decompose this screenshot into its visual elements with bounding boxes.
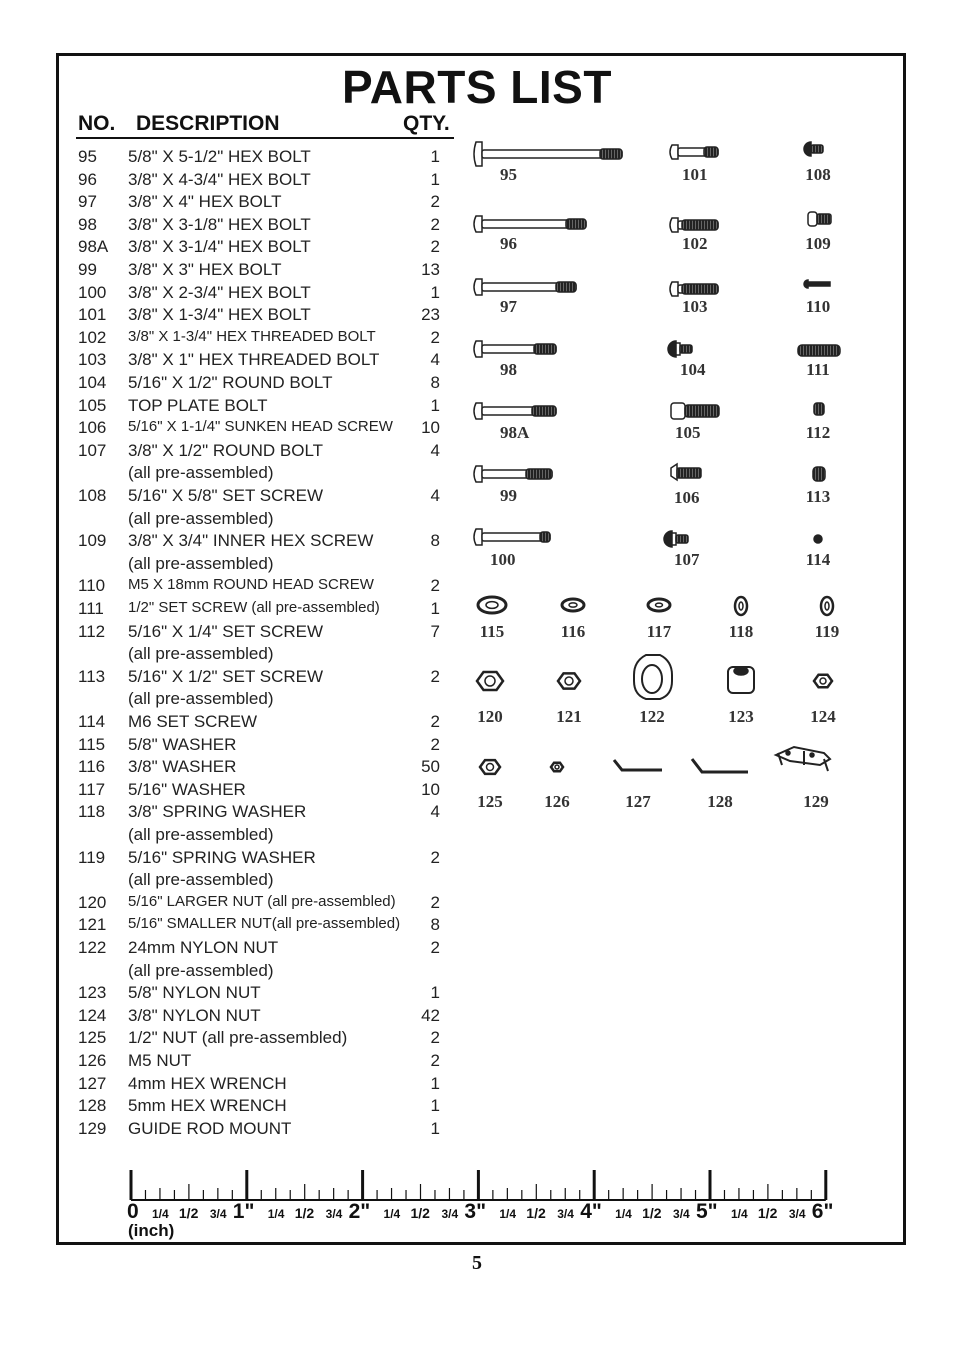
part-quantity: 1 xyxy=(430,282,440,302)
table-row xyxy=(78,825,440,847)
part-description: 3/8" X 1/2" ROUND BOLT xyxy=(128,440,324,460)
part-number: 124 xyxy=(78,1005,107,1025)
part-description: 3/8" SPRING WASHER xyxy=(128,802,307,822)
part-quantity: 8 xyxy=(430,915,440,935)
part-quantity: 1 xyxy=(430,983,440,1003)
part-quantity: 2 xyxy=(430,712,440,731)
table-row xyxy=(78,599,440,621)
header-qty: QTY. xyxy=(403,112,450,135)
table-row xyxy=(78,1028,440,1050)
part-description: (all pre-assembled) xyxy=(128,508,274,528)
table-row xyxy=(78,170,440,192)
part-label: 109 xyxy=(805,234,831,253)
table-row xyxy=(78,463,440,485)
part-number: 98 xyxy=(78,214,97,234)
part-label: 128 xyxy=(707,792,733,811)
table-row xyxy=(78,1119,440,1141)
set-screw-111 xyxy=(798,345,840,356)
part-number: 119 xyxy=(78,847,106,867)
ruler-label: 3/4 xyxy=(441,1207,459,1221)
part-number: 97 xyxy=(78,192,97,212)
part-number: 127 xyxy=(78,1073,107,1093)
part-quantity: 4 xyxy=(430,486,440,505)
part-description: 5/16" X 1/4" SET SCREW xyxy=(128,621,324,641)
hex-wrench-127 xyxy=(614,760,662,770)
part-label: 103 xyxy=(682,297,708,316)
part-quantity: 10 xyxy=(421,418,440,438)
hex-bolt-95 xyxy=(474,142,622,166)
table-row xyxy=(78,667,440,689)
table-row xyxy=(78,531,440,553)
ruler-label: 3/4 xyxy=(673,1207,690,1221)
part-description: (all pre-assembled) xyxy=(128,463,274,483)
part-description: (all pre-assembled) xyxy=(128,644,274,664)
part-number: 120 xyxy=(78,892,107,912)
part-label: 121 xyxy=(556,707,582,726)
set-screw-112 xyxy=(814,403,824,415)
part-description: GUIDE ROD MOUNT xyxy=(128,1118,292,1138)
part-description: 24mm NYLON NUT xyxy=(128,938,279,957)
part-label: 113 xyxy=(805,487,831,506)
part-label: 99 xyxy=(500,486,517,505)
round-head-screw-110 xyxy=(804,280,830,288)
part-description: 3/8" X 3" HEX BOLT xyxy=(128,260,282,279)
part-description: 1/2" SET SCREW (all pre-assembled) xyxy=(128,599,380,616)
table-row xyxy=(78,848,440,870)
ruler-label: 1/2 xyxy=(642,1205,662,1221)
part-description: 5/16" LARGER NUT (all pre-assembled) xyxy=(128,892,396,910)
table-row xyxy=(78,712,440,734)
part-description: 3/8" WASHER xyxy=(128,757,237,777)
table-row xyxy=(78,1006,440,1028)
part-description: (all pre-assembled) xyxy=(128,870,274,890)
part-label: 111 xyxy=(806,360,830,379)
part-label: 126 xyxy=(544,792,570,811)
part-number: 107 xyxy=(78,440,107,460)
part-label: 102 xyxy=(682,234,708,253)
part-description: 3/8" X 3-1/4" HEX BOLT xyxy=(128,237,311,257)
washer-116 xyxy=(562,599,584,611)
part-label: 108 xyxy=(805,165,831,184)
part-description: 3/8" X 1-3/4" HEX BOLT xyxy=(128,305,311,325)
part-description: 3/8" X 3/4" INNER HEX SCREW xyxy=(128,531,374,551)
part-description: 5/16" X 1-1/4" SUNKEN HEAD SCREW xyxy=(128,418,393,436)
part-description: 3/8" X 4-3/4" HEX BOLT xyxy=(128,169,311,189)
table-row xyxy=(78,237,440,259)
ruler-label: 1/4 xyxy=(499,1207,517,1221)
table-row xyxy=(78,1051,440,1073)
part-label: 110 xyxy=(805,297,831,316)
part-label: 117 xyxy=(646,622,672,641)
part-quantity: 1 xyxy=(430,395,440,415)
part-description: (all pre-assembled) xyxy=(128,689,274,709)
table-row xyxy=(78,961,440,983)
hex-bolt-97 xyxy=(474,279,576,295)
part-quantity: 1 xyxy=(430,1073,440,1093)
table-row xyxy=(78,350,440,372)
part-number: 102 xyxy=(78,327,107,347)
part-label: 116 xyxy=(560,622,586,641)
inch-ruler xyxy=(126,1160,846,1240)
part-number: 111 xyxy=(78,599,104,618)
part-quantity: 4 xyxy=(430,802,440,822)
part-label: 107 xyxy=(674,550,700,569)
part-label: 106 xyxy=(674,488,700,507)
part-number: 126 xyxy=(78,1051,107,1070)
part-label: 101 xyxy=(682,165,708,184)
part-quantity: 2 xyxy=(430,938,440,957)
table-row xyxy=(78,418,440,440)
ruler-label: 6" xyxy=(811,1200,834,1223)
part-number: 103 xyxy=(78,350,107,370)
part-description: TOP PLATE BOLT xyxy=(128,395,268,415)
table-row xyxy=(78,622,440,644)
ruler-label: 3" xyxy=(464,1200,487,1223)
ruler-label: 5" xyxy=(696,1200,718,1223)
ruler-label: 1/2 xyxy=(294,1205,315,1221)
part-description: 3/8" X 2-3/4" HEX BOLT xyxy=(128,282,311,302)
part-number: 113 xyxy=(78,666,106,686)
threaded-bolt-103 xyxy=(670,282,718,296)
part-description: 5/8" NYLON NUT xyxy=(128,983,261,1003)
table-row xyxy=(78,938,440,960)
part-number: 112 xyxy=(78,621,106,641)
part-description: 3/8" X 1" HEX THREADED BOLT xyxy=(128,350,380,370)
table-row xyxy=(78,1074,440,1096)
table-row xyxy=(78,147,440,169)
part-number: 99 xyxy=(78,260,97,279)
part-number: 95 xyxy=(78,147,97,166)
hex-bolt-98 xyxy=(474,341,556,357)
ruler-label: 1/2 xyxy=(526,1205,546,1221)
guide-rod-mount-129 xyxy=(776,747,830,771)
part-description: 5/16" X 5/8" SET SCREW xyxy=(128,486,324,505)
ruler-label: 3/4 xyxy=(557,1207,574,1221)
part-number: 114 xyxy=(78,712,106,731)
part-label: 95 xyxy=(500,165,517,184)
part-quantity: 1 xyxy=(430,147,440,166)
table-row xyxy=(78,893,440,915)
part-quantity: 4 xyxy=(430,440,440,460)
part-number: 98A xyxy=(78,237,109,257)
part-label: 115 xyxy=(479,622,505,641)
page-title: PARTS LIST xyxy=(342,61,612,113)
part-description: 5/8" WASHER xyxy=(128,734,237,754)
part-quantity: 2 xyxy=(430,576,440,596)
part-description: 5/16" X 1/2" ROUND BOLT xyxy=(128,373,333,392)
table-row xyxy=(78,441,440,463)
part-description: 5/16" SMALLER NUT(all pre-assembled) xyxy=(128,915,401,933)
part-description: 5/8" X 5-1/2" HEX BOLT xyxy=(128,147,311,166)
spring-washer-119 xyxy=(821,597,833,615)
ruler-label: 4" xyxy=(580,1200,602,1223)
part-quantity: 2 xyxy=(430,192,440,212)
ruler-label: (inch) xyxy=(128,1221,175,1240)
part-label: 119 xyxy=(814,622,840,641)
part-quantity: 2 xyxy=(430,327,440,347)
part-label: 100 xyxy=(490,550,516,569)
spring-washer-118 xyxy=(735,597,747,615)
part-quantity: 2 xyxy=(430,1051,440,1070)
part-quantity: 8 xyxy=(430,373,440,392)
part-quantity: 10 xyxy=(421,779,440,799)
part-description: (all pre-assembled) xyxy=(128,825,274,844)
nut-120 xyxy=(477,672,503,690)
part-number: 108 xyxy=(78,486,107,505)
part-quantity: 1 xyxy=(430,599,440,618)
part-description: 3/8" X 4" HEX BOLT xyxy=(128,192,282,212)
hex-wrench-128 xyxy=(692,759,748,772)
part-description: 3/8" X 3-1/8" HEX BOLT xyxy=(128,214,311,234)
table-row xyxy=(78,192,440,214)
set-screw-113 xyxy=(813,467,825,481)
nylon-nut-122 xyxy=(634,655,672,699)
ruler-label: 3/4 xyxy=(209,1207,227,1221)
hex-bolt-100 xyxy=(474,529,550,545)
part-number: 122 xyxy=(78,938,107,957)
part-label: 104 xyxy=(680,360,706,379)
table-row xyxy=(78,373,440,395)
hex-bolt-99 xyxy=(474,466,552,482)
table-row xyxy=(78,780,440,802)
table-row xyxy=(78,576,440,598)
part-number: 129 xyxy=(78,1118,107,1138)
part-label: 118 xyxy=(728,622,754,641)
part-quantity: 2 xyxy=(430,847,440,867)
ruler-label: 1/4 xyxy=(151,1207,169,1221)
ruler-label: 1" xyxy=(232,1200,255,1223)
top-plate-bolt-105 xyxy=(671,403,719,419)
table-row xyxy=(78,802,440,824)
part-number: 117 xyxy=(78,779,106,799)
part-description: 3/8" X 1-3/4" HEX THREADED BOLT xyxy=(128,327,376,345)
part-quantity: 2 xyxy=(430,734,440,754)
part-number: 115 xyxy=(78,734,106,754)
part-quantity: 13 xyxy=(421,260,440,279)
sunken-head-screw-106 xyxy=(671,464,701,480)
washer-117 xyxy=(648,599,670,611)
table-row xyxy=(78,305,440,327)
table-row xyxy=(78,396,440,418)
hex-bolt-96 xyxy=(474,216,586,232)
table-row xyxy=(78,1096,440,1118)
ruler-label: 1/2 xyxy=(178,1205,199,1221)
part-description: M5 NUT xyxy=(128,1051,192,1070)
part-label: 98A xyxy=(500,423,530,442)
part-quantity: 2 xyxy=(430,666,440,686)
set-screw-108 xyxy=(804,142,823,156)
part-number: 104 xyxy=(78,373,107,392)
part-description: (all pre-assembled) xyxy=(128,553,274,573)
part-label: 96 xyxy=(500,234,517,253)
table-row xyxy=(78,283,440,305)
table-row xyxy=(78,554,440,576)
part-number: 109 xyxy=(78,531,107,551)
part-number: 110 xyxy=(78,576,106,596)
table-row xyxy=(78,757,440,779)
table-row xyxy=(78,915,440,937)
header-no: NO. xyxy=(78,112,116,135)
part-quantity: 7 xyxy=(430,621,440,641)
part-quantity: 8 xyxy=(430,531,440,551)
part-label: 98 xyxy=(500,360,517,379)
part-label: 120 xyxy=(477,707,503,726)
part-quantity: 23 xyxy=(421,305,440,325)
part-description: 5/16" SPRING WASHER xyxy=(128,847,316,867)
part-quantity: 50 xyxy=(421,757,440,777)
round-bolt-107 xyxy=(664,531,688,547)
nylon-nut-123 xyxy=(728,667,754,693)
table-row xyxy=(78,509,440,531)
part-quantity: 42 xyxy=(421,1005,440,1025)
table-row xyxy=(78,735,440,757)
table-row xyxy=(78,260,440,282)
nut-126 xyxy=(551,763,563,771)
part-quantity: 2 xyxy=(430,237,440,257)
table-row xyxy=(78,328,440,350)
part-label: 125 xyxy=(477,792,503,811)
ruler-label: 0 xyxy=(127,1200,139,1223)
part-number: 101 xyxy=(78,305,107,325)
part-label: 105 xyxy=(675,423,701,442)
threaded-bolt-102 xyxy=(670,218,718,232)
ruler-label: 3/4 xyxy=(325,1207,343,1221)
part-number: 96 xyxy=(78,169,97,189)
ruler-label: 1/4 xyxy=(730,1207,748,1221)
part-label: 129 xyxy=(803,792,829,811)
part-quantity: 4 xyxy=(430,350,440,370)
part-quantity: 2 xyxy=(430,1028,440,1048)
part-number: 123 xyxy=(78,983,107,1003)
part-number: 128 xyxy=(78,1096,107,1116)
part-number: 105 xyxy=(78,395,107,415)
part-label: 97 xyxy=(500,297,517,316)
part-number: 106 xyxy=(78,418,107,438)
part-number: 116 xyxy=(78,757,106,777)
ruler-label: 1/4 xyxy=(267,1207,285,1221)
part-description: M5 X 18mm ROUND HEAD SCREW xyxy=(128,576,374,594)
header-rule xyxy=(76,137,454,139)
hex-bolt-101 xyxy=(670,145,718,159)
part-label: 114 xyxy=(805,550,831,569)
part-number: 125 xyxy=(78,1028,107,1048)
hex-bolt-98a xyxy=(474,403,556,419)
part-quantity: 1 xyxy=(430,169,440,189)
part-description: M6 SET SCREW xyxy=(128,712,258,731)
part-description: 1/2" NUT (all pre-assembled) xyxy=(128,1028,348,1048)
part-description: (all pre-assembled) xyxy=(128,960,274,980)
part-description: 3/8" NYLON NUT xyxy=(128,1005,261,1025)
table-row xyxy=(78,983,440,1005)
part-quantity: 2 xyxy=(430,214,440,234)
part-label: 123 xyxy=(728,707,754,726)
page-number: 5 xyxy=(472,1252,482,1274)
part-quantity: 2 xyxy=(430,892,440,912)
parts-illustration xyxy=(466,135,846,825)
part-label: 124 xyxy=(810,707,836,726)
table-row xyxy=(78,870,440,892)
ruler-label: 2" xyxy=(348,1200,371,1223)
ruler-label: 1/2 xyxy=(757,1205,778,1221)
table-row xyxy=(78,215,440,237)
ruler-label: 1/4 xyxy=(383,1207,401,1221)
part-label: 112 xyxy=(805,423,831,442)
part-quantity: 1 xyxy=(430,1118,440,1138)
table-row xyxy=(78,644,440,666)
inner-hex-screw-109 xyxy=(808,212,831,226)
ruler-label: 1/2 xyxy=(410,1205,430,1221)
round-bolt-104 xyxy=(668,341,692,357)
header-description: DESCRIPTION xyxy=(136,112,280,135)
part-label: 127 xyxy=(625,792,651,811)
part-quantity: 1 xyxy=(430,1096,440,1116)
nut-125 xyxy=(480,760,500,774)
part-number: 118 xyxy=(78,802,106,822)
part-number: 100 xyxy=(78,282,107,302)
washer-115 xyxy=(478,597,506,613)
ruler-label: 3/4 xyxy=(788,1207,806,1221)
nut-121 xyxy=(558,673,580,688)
part-label: 122 xyxy=(639,707,665,726)
part-description: 4mm HEX WRENCH xyxy=(128,1073,287,1093)
part-description: 5/16" WASHER xyxy=(128,779,246,799)
set-screw-114 xyxy=(814,535,822,543)
part-description: 5mm HEX WRENCH xyxy=(128,1096,287,1116)
table-row xyxy=(78,486,440,508)
ruler-label: 1/4 xyxy=(615,1207,632,1221)
part-description: 5/16" X 1/2" SET SCREW xyxy=(128,666,324,686)
part-number: 121 xyxy=(78,915,107,935)
nylon-nut-124 xyxy=(814,675,832,687)
table-row xyxy=(78,689,440,711)
